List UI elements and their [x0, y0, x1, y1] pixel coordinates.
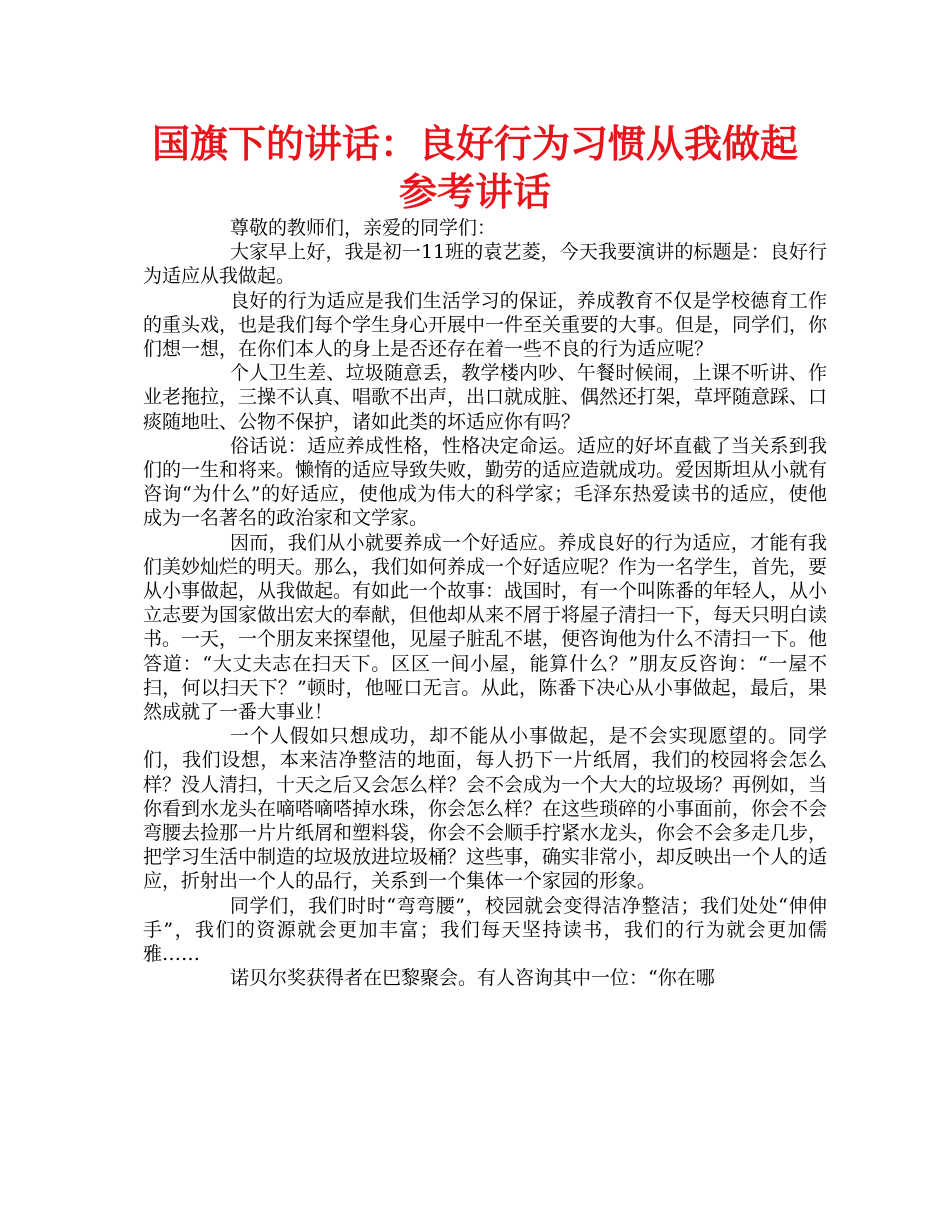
- document-title: 国旗下的讲话：良好行为习惯从我做起参考讲话: [151, 122, 798, 214]
- body-paragraph: 俗话说：适应养成性格，性格决定命运。适应的好坏直截了当关系到我们的一生和将来。懒惰的适应导致失败，勤劳的适应造就成功。爱因斯坦从小就有咨询“为什么”的好适应，使他成为伟大的科学家；毛泽东热爱读书的适应，使他成为一名著名的政治家和文学家。: [143, 434, 828, 530]
- body-paragraph: 一个人假如只想成功，却不能从小事做起，是不会实现愿望的。同学们，我们设想，本来洁净整洁的地面，每人扔下一片纸屑，我们的校园将会怎么样？没人清扫，十天之后又会怎么样？会不会成为一个大大的垃圾场？再例如，当你看到水龙头在嘀嗒嘀嗒掉水珠，你会怎么样？在这些琐碎的小事面前，你会不会弯腰去捡那一片片纸屑和塑料袋，你会不会顺手拧紧水龙头，你会不会多走几步，把学习生活中制造的垃圾放进垃圾桶？这些事，确实非常小，却反映出一个人的适应，折射出一个人的品行，关系到一个集体一个家园的形象。: [143, 725, 828, 893]
- body-paragraph: 良好的行为适应是我们生活学习的保证，养成教育不仅是学校德育工作的重头戏，也是我们每个学生身心开展中一件至关重要的大事。但是，同学们，你们想一想，在你们本人的身上是否还存在着一些不良的行为适应呢？: [143, 289, 828, 361]
- document-body: [143, 216, 827, 991]
- body-paragraph: 同学们，我们时时“弯弯腰”，校园就会变得洁净整洁；我们处处“伸伸手”，我们的资源就会更加丰富；我们每天坚持读书，我们的行为就会更加儒雅……: [143, 894, 827, 966]
- greeting-paragraph: 大家早上好，我是初一11班的袁艺菱，今天我要演讲的标题是：良好行为适应从我做起。: [143, 241, 827, 288]
- body-paragraph: 因而，我们从小就要养成一个好适应。养成良好的行为适应，才能有我们美妙灿烂的明天。那么，我们如何养成一个好适应呢？作为一名学生，首先，要从小事做起，从我做起。有如此一个故事：战国时，有一个叫陈番的年轻人，从小立志要为国家做出宏大的奉献，但他却从来不屑于将屋子清扫一下，每天只明白读书。一天，一个朋友来探望他，见屋子脏乱不堪，便咨询他为什么不清扫一下。他答道：“大丈夫志在扫天下。区区一间小屋，能算什么？”朋友反咨询：“一屋不扫，何以扫天下？”顿时，他哑口无言。从此，陈番下决心从小事做起，最后，果然成就了一番大事业！: [143, 531, 828, 724]
- body-paragraph: 个人卫生差、垃圾随意丢，教学楼内吵、午餐时候闹，上课不听讲、作业老拖拉，三操不认真、唱歌不出声，出口就成脏、偶然还打架，草坪随意踩、口痰随地吐、公物不保护，诸如此类的坏适应你有吗？: [143, 362, 828, 433]
- salutation-paragraph: 尊敬的教师们，亲爱的同学们：: [230, 217, 497, 239]
- body-paragraph: 诺贝尔奖获得者在巴黎聚会。有人咨询其中一位：“你在哪: [230, 967, 715, 990]
